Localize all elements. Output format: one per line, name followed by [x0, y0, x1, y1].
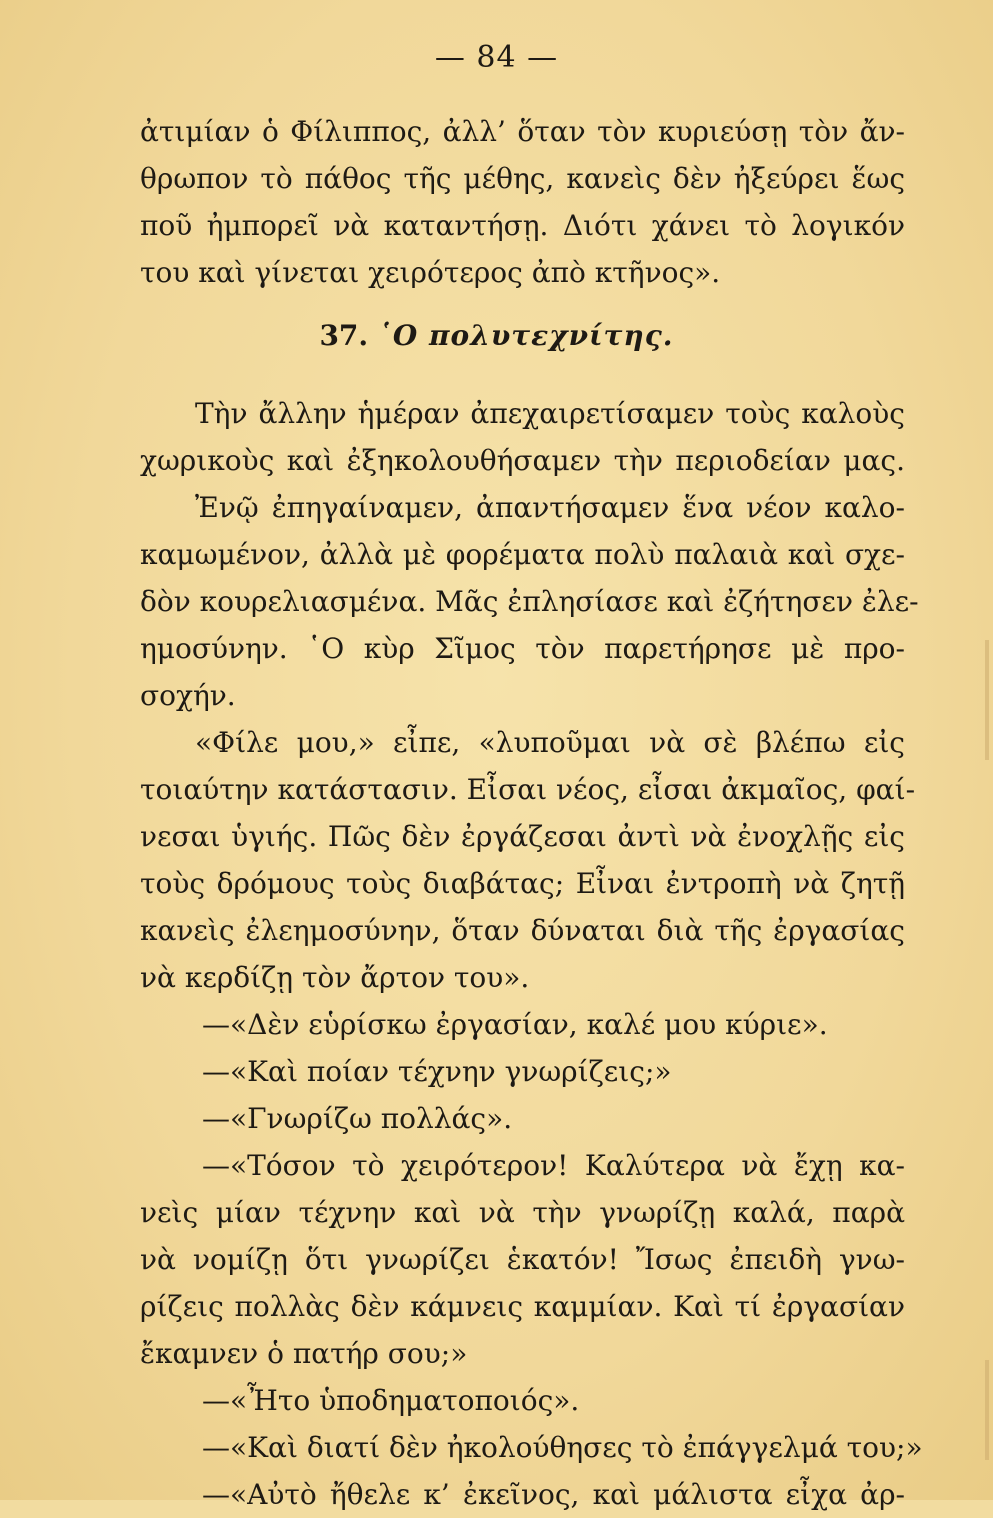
- text-line: θρωπον τὸ πάθος τῆς μέθης, κανεὶς δὲν ἠξεύρει ἕως: [140, 162, 905, 195]
- text-line: «Φίλε μου,» εἶπε, «λυποῦμαι νὰ σὲ βλέπω εἰς: [195, 726, 905, 759]
- text-line: ρίζεις πολλὰς δὲν κάμνεις καμμίαν. Καὶ τί ἐργασίαν: [140, 1290, 905, 1323]
- page-number: — 84 —: [434, 40, 559, 75]
- dialog-line: —«Καὶ ποίαν τέχνην γνωρίζεις;»: [202, 1055, 672, 1088]
- text-line: ποῦ ἠμπορεῖ νὰ καταντήσῃ. Διότι χάνει τὸ λογικόν: [140, 209, 905, 242]
- section-title: ῾Ο πολυτεχνίτης.: [377, 319, 674, 352]
- top-paragraph: [140, 108, 905, 296]
- text-line: σοχήν.: [140, 679, 236, 712]
- text-line: ημοσύνην. ῾Ο κὺρ Σῖμος τὸν παρετήρησε μὲ προ-: [140, 632, 905, 665]
- dialog-line: —«Γνωρίζω πολλάς».: [202, 1102, 513, 1135]
- section-number: 37.: [319, 319, 369, 352]
- text-line: Τὴν ἄλλην ἡμέραν ἀπεχαιρετίσαμεν τοὺς καλοὺς: [195, 397, 905, 430]
- text-line: κανεὶς ἐλεημοσύνην, ὅταν δύναται διὰ τῆς ἐργασίας: [140, 914, 905, 947]
- text-line: νεσαι ὑγιής. Πῶς δὲν ἐργάζεσαι ἀντὶ νὰ ἐνοχλῇς εἰς: [140, 820, 905, 853]
- text-line: χωρικοὺς καὶ ἐξηκολουθήσαμεν τὴν περιοδείαν μας.: [140, 444, 905, 477]
- text-line: τοιαύτην κατάστασιν. Εἶσαι νέος, εἶσαι ἀκμαῖος, φαί-: [140, 773, 916, 806]
- dialog-line: —«Ἦτο ὑποδηματοποιός».: [202, 1384, 580, 1417]
- dialog-line: —«Αὐτὸ ἤθελε κ’ ἐκεῖνος, καὶ μάλιστα εἶχα ἀρ-: [202, 1478, 905, 1511]
- dialog-line: —«Δὲν εὑρίσκω ἐργασίαν, καλέ μου κύριε».: [202, 1008, 828, 1041]
- text-line: καμωμένον, ἀλλὰ μὲ φορέματα πολὺ παλαιὰ καὶ σχε-: [140, 538, 905, 571]
- section-heading: [0, 312, 993, 359]
- page-edge-mark: [985, 1360, 989, 1460]
- text-line: νὰ νομίζῃ ὅτι γνωρίζει ἑκατόν! Ἴσως ἐπειδὴ γνω-: [140, 1243, 905, 1276]
- text-line: δὸν κουρελιασμένα. Μᾶς ἐπλησίασε καὶ ἐζήτησεν ἐλε-: [140, 585, 919, 618]
- text-line: νὰ κερδίζῃ τὸν ἄρτον του».: [140, 961, 530, 994]
- text-line: τοὺς δρόμους τοὺς διαβάτας; Εἶναι ἐντροπὴ νὰ ζητῇ: [140, 867, 905, 900]
- dialog-line: —«Τόσον τὸ χειρότερον! Καλύτερα νὰ ἔχῃ κα-: [202, 1149, 905, 1182]
- text-line: Ἐνῷ ἐπηγαίναμεν, ἀπαντήσαμεν ἕνα νέον καλο-: [195, 491, 905, 524]
- text-line: του καὶ γίνεται χειρότερος ἀπὸ κτῆνος».: [140, 256, 721, 289]
- section-body: [140, 390, 923, 1518]
- dialog-line: —«Καὶ διατί δὲν ἠκολούθησες τὸ ἐπάγγελμά του;»: [202, 1431, 923, 1464]
- page-edge-mark: [985, 640, 989, 760]
- text-line: ἔκαμνεν ὁ πατήρ σου;»: [140, 1337, 468, 1370]
- text-line: νεὶς μίαν τέχνην καὶ νὰ τὴν γνωρίζῃ καλά, παρὰ: [140, 1196, 905, 1229]
- text-line: ἀτιμίαν ὁ Φίλιππος, ἀλλ’ ὅταν τὸν κυριεύσῃ τὸν ἄν-: [140, 115, 905, 148]
